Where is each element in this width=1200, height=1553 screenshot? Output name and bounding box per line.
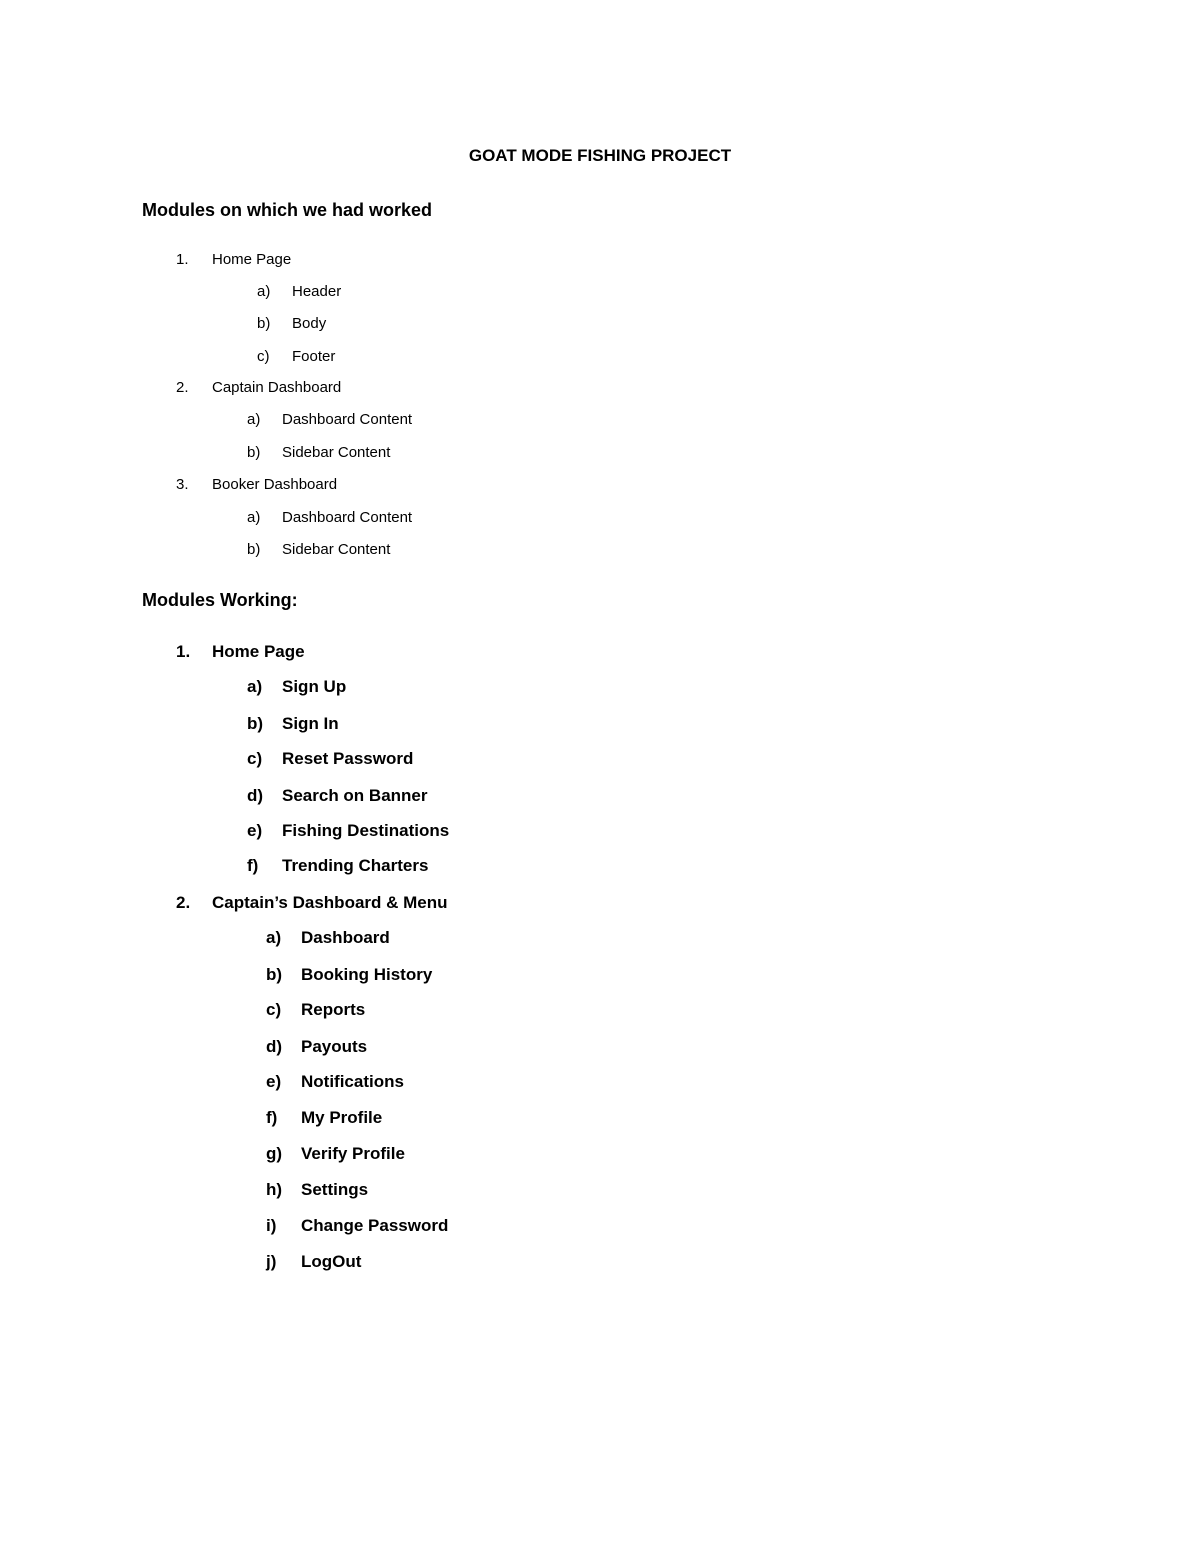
- list-item: Captain Dashboard: [212, 379, 342, 396]
- sub-item-letter: a): [266, 928, 282, 947]
- sub-item-letter: b): [266, 965, 283, 984]
- list-item: Booker Dashboard: [212, 476, 338, 493]
- sub-item-letter: b): [257, 315, 271, 332]
- document-title: GOAT MODE FISHING PROJECT: [468, 146, 732, 165]
- sub-item-letter: c): [266, 1000, 282, 1019]
- sub-item: My Profile: [301, 1108, 383, 1127]
- sub-item-letter: b): [247, 444, 261, 461]
- sub-item: Dashboard: [301, 928, 390, 947]
- sub-item: Sign In: [282, 714, 339, 733]
- sub-item-letter: i): [266, 1216, 277, 1235]
- sub-item: Dashboard Content: [282, 509, 413, 526]
- sub-item: Footer: [292, 348, 336, 365]
- sub-item: LogOut: [301, 1252, 362, 1271]
- list-item-number: 2.: [176, 893, 191, 912]
- list-item-number: 2.: [176, 379, 189, 396]
- sub-item-letter: e): [266, 1072, 282, 1091]
- sub-item: Sidebar Content: [282, 541, 391, 558]
- sub-item-letter: h): [266, 1180, 283, 1199]
- sub-item-letter: c): [257, 348, 270, 365]
- list-item-number: 1.: [176, 642, 191, 661]
- sub-item: Notifications: [301, 1072, 404, 1091]
- sub-item: Reset Password: [282, 749, 414, 768]
- sub-item-letter: a): [257, 283, 271, 300]
- sub-item: Fishing Destinations: [282, 821, 450, 840]
- sub-item: Settings: [301, 1180, 369, 1199]
- list-item-number: 1.: [176, 251, 189, 268]
- sub-item-letter: a): [247, 411, 261, 428]
- section-heading-working: Modules Working:: [142, 590, 298, 610]
- sub-item-letter: a): [247, 509, 261, 526]
- sub-item-letter: c): [247, 749, 263, 768]
- sub-item-letter: a): [247, 677, 263, 696]
- sub-item-letter: f): [247, 856, 259, 875]
- sub-item-letter: b): [247, 714, 264, 733]
- sub-item-letter: f): [266, 1108, 278, 1127]
- list-item: Home Page: [212, 642, 305, 661]
- sub-item-letter: j): [266, 1252, 277, 1271]
- sub-item: Search on Banner: [282, 786, 428, 805]
- list-item: Home Page: [212, 251, 292, 268]
- sub-item: Sign Up: [282, 677, 347, 696]
- list-item-number: 3.: [176, 476, 189, 493]
- sub-item: Verify Profile: [301, 1144, 405, 1163]
- sub-item: Header: [292, 283, 342, 300]
- section-heading-worked: Modules on which we had worked: [142, 200, 433, 220]
- sub-item-letter: d): [247, 786, 264, 805]
- sub-item: Trending Charters: [282, 856, 429, 875]
- sub-item-letter: e): [247, 821, 263, 840]
- sub-item: Change Password: [301, 1216, 449, 1235]
- sub-item: Reports: [301, 1000, 366, 1019]
- sub-item-letter: g): [266, 1144, 283, 1163]
- sub-item-letter: d): [266, 1037, 283, 1056]
- sub-item: Sidebar Content: [282, 444, 391, 461]
- sub-item: Booking History: [301, 965, 433, 984]
- list-item: Captain’s Dashboard & Menu: [212, 893, 448, 912]
- sub-item: Dashboard Content: [282, 411, 413, 428]
- sub-item: Payouts: [301, 1037, 368, 1056]
- sub-item-letter: b): [247, 541, 261, 558]
- sub-item: Body: [292, 315, 327, 332]
